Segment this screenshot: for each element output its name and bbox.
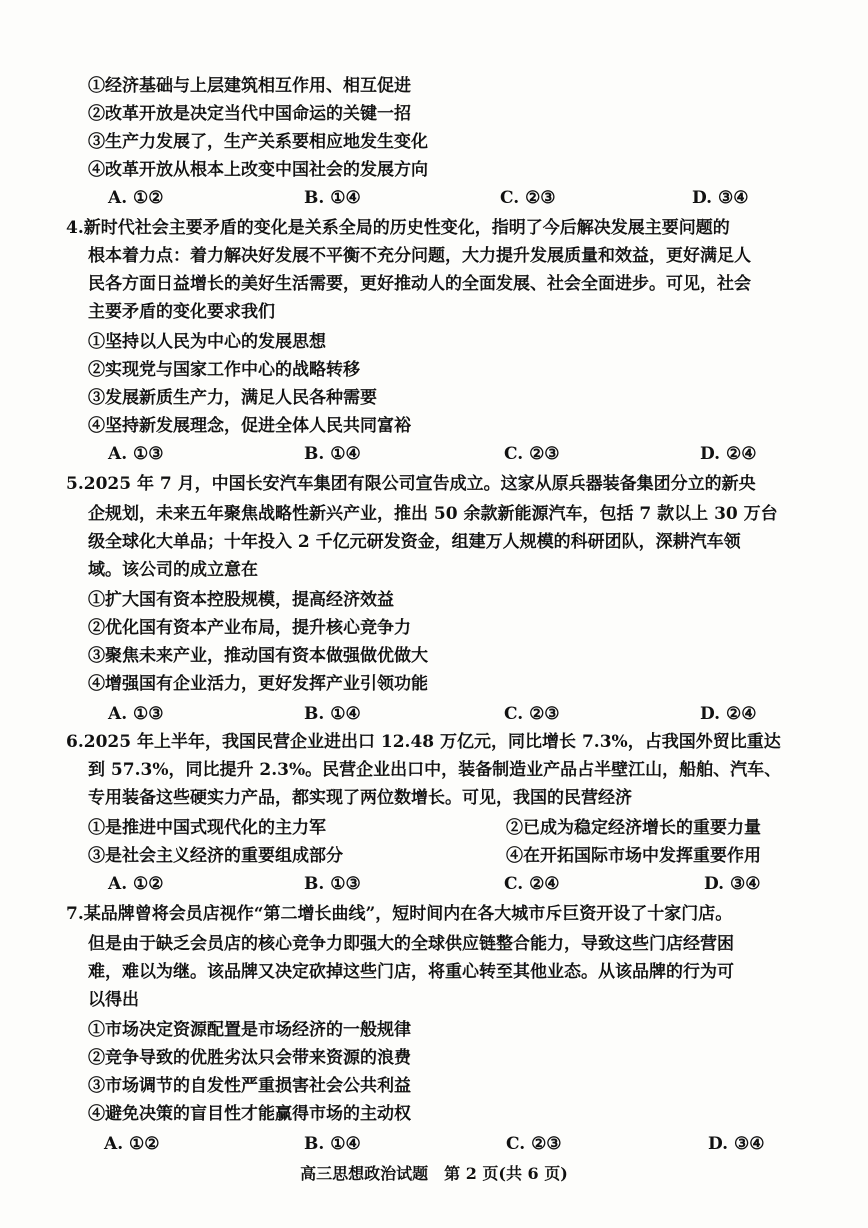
q3-choice-a: A. ①② [108,188,164,208]
q3-option-1: ①经济基础与上层建筑相互作用、相互促进 [88,76,411,96]
q5-stem-line-1: 5.2025 年 7 月，中国长安汽车集团有限公司宣告成立。这家从原兵器装备集团分立的新央 [66,474,756,494]
q7-choice-b: B. ①④ [304,1134,361,1154]
q6-option-4: ④在开拓国际市场中发挥重要作用 [506,846,761,866]
q6-choice-a: A. ①② [108,874,164,894]
q7-stem-line-4: 以得出 [88,990,139,1010]
q4-stem-line-3: 民各方面日益增长的美好生活需要，更好推动人的全面发展、社会全面进步。可见，社会 [88,274,751,294]
q4-stem-line-4: 主要矛盾的变化要求我们 [88,302,275,322]
q7-stem-line-3: 难，难以为继。该品牌又决定砍掉这些门店，将重心转至其他业态。从该品牌的行为可 [88,962,734,982]
q7-stem-line-1: 7.某品牌曾将会员店视作“第二增长曲线”，短时间内在各大城市斥巨资开设了十家门店。 [66,904,733,924]
q7-choice-c: C. ②③ [506,1134,562,1154]
q5-option-2: ②优化国有资本产业布局，提升核心竞争力 [88,618,411,638]
q5-stem-line-3: 级全球化大单品；十年投入 2 千亿元研发资金，组建万人规模的科研团队，深耕汽车领 [88,532,741,552]
q6-option-3: ③是社会主义经济的重要组成部分 [88,846,343,866]
q4-choice-c: C. ②③ [504,444,560,464]
q3-option-3: ③生产力发展了，生产关系要相应地发生变化 [88,132,428,152]
q5-stem-line-4: 域。该公司的成立意在 [88,560,258,580]
q6-choices [0,870,868,898]
q4-option-2: ②实现党与国家工作中心的战略转移 [88,360,360,380]
q3-choice-c: C. ②③ [500,188,556,208]
q6-stem-line-2: 到 57.3%，同比提升 2.3%。民营企业出口中，装备制造业产品占半壁江山，船舶、汽车、 [88,760,782,780]
q5-option-3: ③聚焦未来产业，推动国有资本做强做优做大 [88,646,428,666]
q7-option-1: ①市场决定资源配置是市场经济的一般规律 [88,1020,411,1040]
q3-option-4: ④改革开放从根本上改变中国社会的发展方向 [88,160,428,180]
q6-option-1: ①是推进中国式现代化的主力军 [88,818,326,838]
q7-option-2: ②竞争导致的优胜劣汰只会带来资源的浪费 [88,1048,411,1068]
q7-option-4: ④避免决策的盲目性才能赢得市场的主动权 [88,1104,411,1124]
q4-choice-b: B. ①④ [304,444,361,464]
q3-choice-b: B. ①④ [304,188,361,208]
q6-choice-d: D. ③④ [704,874,761,894]
q5-choice-a: A. ①③ [108,704,164,724]
q3-option-2: ②改革开放是决定当代中国命运的关键一招 [88,104,411,124]
q7-choices [0,1130,868,1158]
q6-stem-line-3: 专用装备这些硬实力产品，都实现了两位数增长。可见，我国的民营经济 [88,788,632,808]
q5-option-1: ①扩大国有资本控股规模，提高经济效益 [88,590,394,610]
q5-option-4: ④增强国有企业活力，更好发挥产业引领功能 [88,674,428,694]
q4-choice-d: D. ②④ [700,444,757,464]
q3-choices [0,184,868,212]
q7-choice-d: D. ③④ [708,1134,765,1154]
q6-choice-b: B. ①③ [304,874,361,894]
page-footer: 高三思想政治试题 第 2 页(共 6 页) [300,1164,568,1183]
q7-option-3: ③市场调节的自发性严重损害社会公共利益 [88,1076,411,1096]
q4-option-4: ④坚持新发展理念，促进全体人民共同富裕 [88,416,411,436]
q4-option-1: ①坚持以人民为中心的发展思想 [88,332,326,352]
q5-choice-d: D. ②④ [700,704,757,724]
q3-choice-d: D. ③④ [692,188,749,208]
q5-choice-c: C. ②③ [504,704,560,724]
q5-choices [0,700,868,728]
q4-option-3: ③发展新质生产力，满足人民各种需要 [88,388,377,408]
q5-choice-b: B. ①④ [304,704,361,724]
q6-option-2: ②已成为稳定经济增长的重要力量 [506,818,761,838]
q6-stem-line-1: 6.2025 年上半年，我国民营企业进出口 12.48 万亿元，同比增长 7.3%，占我国外贸比重达 [66,732,781,752]
q7-stem-line-2: 但是由于缺乏会员店的核心竞争力即强大的全球供应链整合能力，导致这些门店经营困 [88,934,734,954]
q6-choice-c: C. ②④ [504,874,560,894]
q4-choice-a: A. ①③ [108,444,164,464]
q4-choices [0,440,868,468]
q5-stem-line-2: 企规划，未来五年聚焦战略性新兴产业，推出 50 余款新能源汽车，包括 7 款以上 30 万台 [88,504,778,524]
q4-stem-line-1: 4.新时代社会主要矛盾的变化是关系全局的历史性变化，指明了今后解决发展主要问题的 [66,218,730,238]
q7-choice-a: A. ①② [104,1134,160,1154]
q4-stem-line-2: 根本着力点：着力解决好发展不平衡不充分问题，大力提升发展质量和效益，更好满足人 [88,246,751,266]
